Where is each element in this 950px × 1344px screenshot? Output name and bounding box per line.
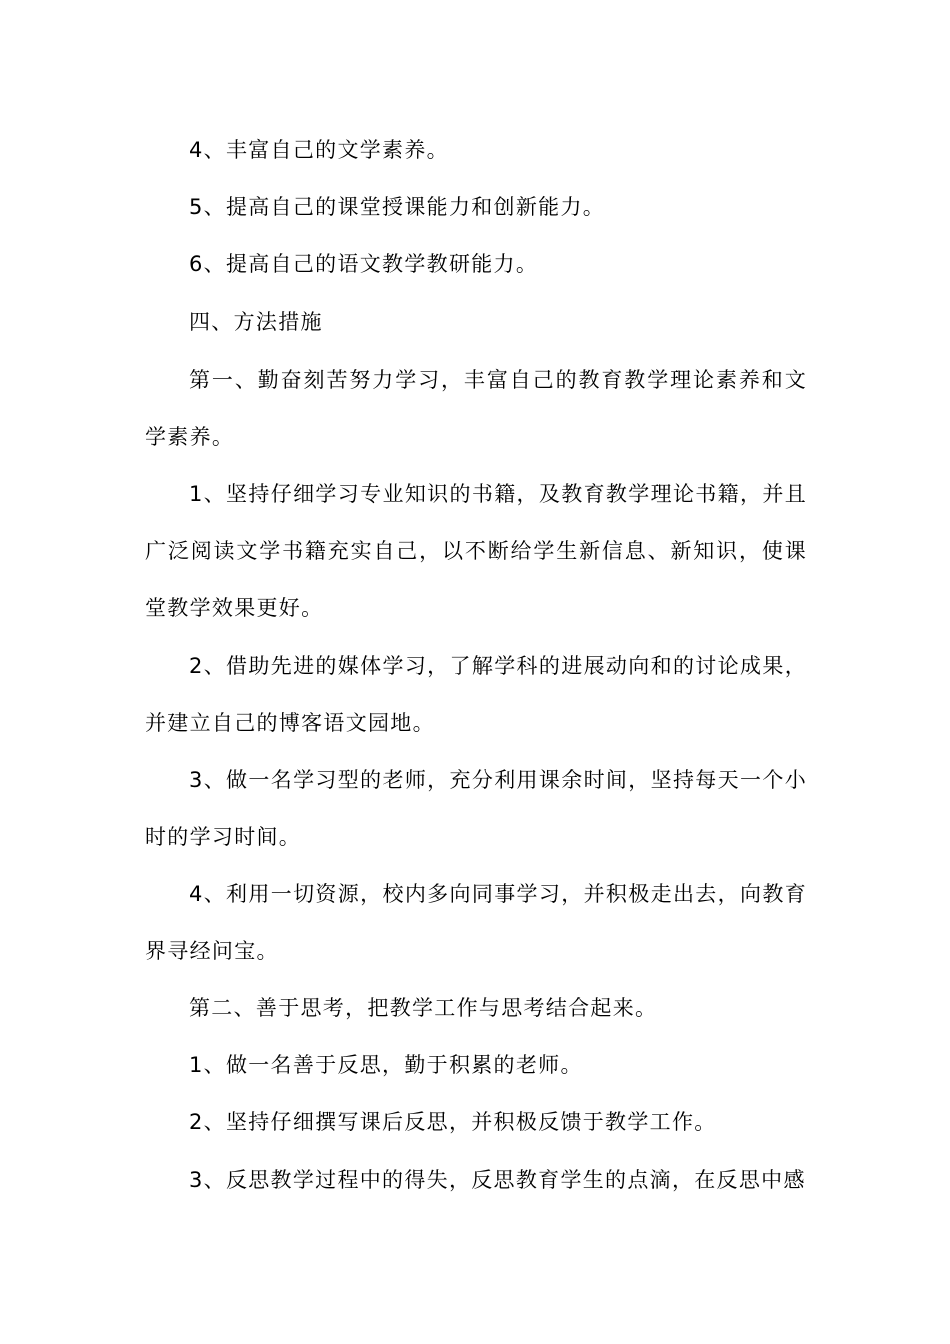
paragraph-goal-5: 5、提高自己的课堂授课能力和创新能力。 <box>189 195 606 219</box>
paragraph-first-item-3: 3、做一名学习型的老师，充分利用课余时间，坚持每天一个小时的学习时间。 <box>145 768 807 849</box>
section-heading-methods: 四、方法措施 <box>189 310 323 334</box>
paragraph-first-item-1: 1、坚持仔细学习专业知识的书籍，及教育教学理论书籍，并且广泛阅读文学书籍充实自己，以不断给学生新信息、新知识，使课堂教学效果更好。 <box>145 482 807 620</box>
paragraph-second-measure: 第二、善于思考，把教学工作与思考结合起来。 <box>189 996 658 1020</box>
paragraph-first-item-2: 2、借助先进的媒体学习，了解学科的进展动向和的讨论成果，并建立自己的博客语文园地。 <box>145 654 807 735</box>
paragraph-second-item-3: 3、反思教学过程中的得失，反思教育学生的点滴，在反思中感 <box>189 1168 806 1192</box>
paragraph-goal-6: 6、提高自己的语文教学教研能力。 <box>189 252 539 276</box>
paragraph-goal-4: 4、丰富自己的文学素养。 <box>189 138 449 162</box>
paragraph-second-item-2: 2、坚持仔细撰写课后反思，并积极反馈于教学工作。 <box>189 1110 717 1134</box>
paragraph-first-measure: 第一、勤奋刻苦努力学习，丰富自己的教育教学理论素养和文学素养。 <box>145 368 807 449</box>
paragraph-second-item-1: 1、做一名善于反思，勤于积累的老师。 <box>189 1053 583 1077</box>
paragraph-first-item-4: 4、利用一切资源，校内多向同事学习，并积极走出去，向教育界寻经问宝。 <box>145 882 807 963</box>
